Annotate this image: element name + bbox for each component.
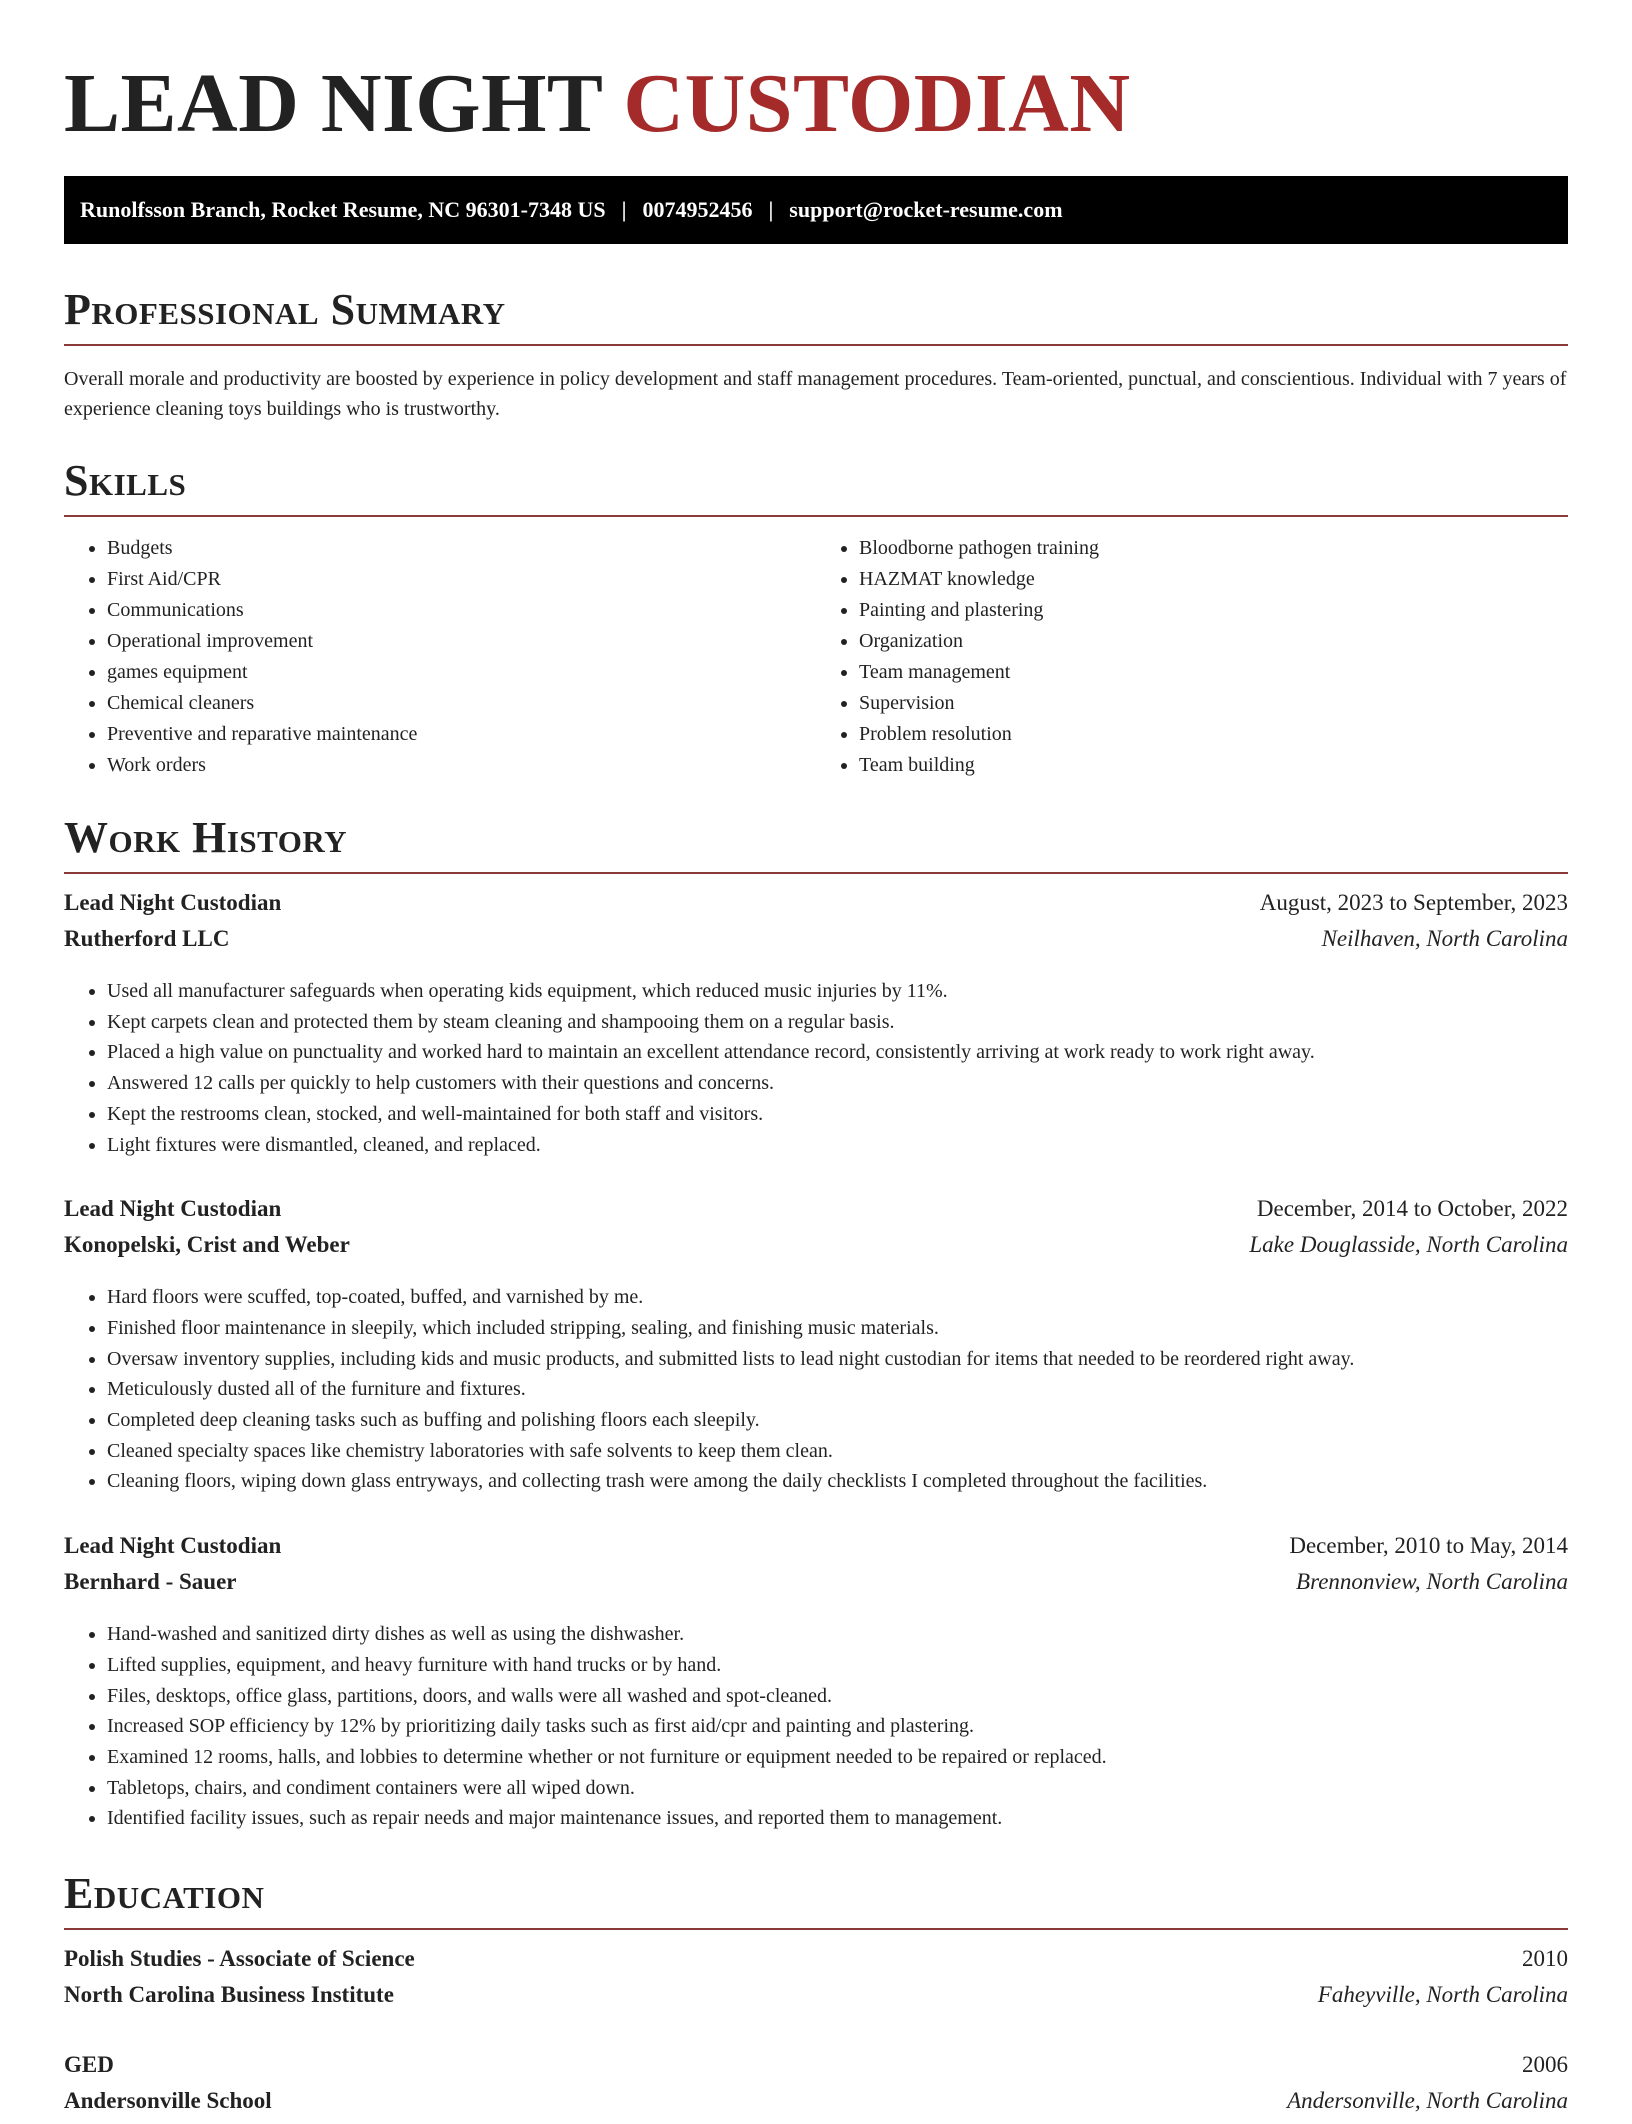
work-heading: Work History [64,812,1568,874]
skill-item: • Bloodborne pathogen training [859,533,1568,564]
job-entry [64,1196,1568,1497]
skill-item: • HAZMAT knowledge [859,564,1568,595]
skills-heading: Skills [64,455,1568,517]
job-bullets [64,976,1568,1160]
job-bullet: • Hand-washed and sanitized dirty dishes as well as using the dishwasher. [107,1619,1568,1650]
education-entry [64,1946,1568,2018]
job-bullet: • Files, desktops, office glass, partitions, doors, and walls were all washed and spot-cleaned. [107,1681,1568,1712]
job-dates: August, 2023 to September, 2023 [1259,890,1568,915]
job-company-row [64,1569,1568,1605]
job-location: Lake Douglasside, North Carolina [1249,1232,1568,1258]
title-accent-part: CUSTODIAN [623,57,1131,150]
education-degree: Polish Studies - Associate of Science [64,1946,415,1971]
skill-item: • Communications [107,595,816,626]
job-bullet: • Oversaw inventory supplies, including kids and music products, and submitted lists to lead night custodian for items that needed to be reordered right away. [107,1344,1568,1375]
education-list [64,1946,1568,2124]
skill-item: • Budgets [107,533,816,564]
job-title: Lead Night Custodian [64,1196,282,1222]
job-bullet: • Light fixtures were dismantled, cleaned, and replaced. [107,1130,1568,1161]
education-school: North Carolina Business Institute [64,1982,394,2007]
job-bullet: • Kept carpets clean and protected them by steam cleaning and shampooing them on a regular basis. [107,1007,1568,1038]
skills-list-right [816,533,1568,781]
job-title-row [64,890,1568,926]
contact-separator: | [621,197,627,222]
education-entry [64,2052,1568,2124]
contact-phone: 0074952456 [642,197,753,222]
job-bullet: • Increased SOP efficiency by 12% by prioritizing daily tasks such as first aid/cpr and painting and plastering. [107,1711,1568,1742]
job-bullet: • Hard floors were scuffed, top-coated, buffed, and varnished by me. [107,1282,1568,1313]
job-title: Lead Night Custodian [64,890,282,915]
job-bullet: • Finished floor maintenance in sleepily, which included stripping, sealing, and finishing music materials. [107,1313,1568,1344]
contact-bar [64,176,1568,244]
job-bullet: • Cleaned specialty spaces like chemistry laboratories with safe solvents to keep them clean. [107,1436,1568,1467]
job-bullet: • Identified facility issues, such as repair needs and major maintenance issues, and reported them to management. [107,1803,1568,1834]
job-title: Lead Night Custodian [64,1533,282,1559]
job-entry [64,890,1568,1160]
skill-item: • Team building [859,750,1568,781]
education-year: 2010 [1522,1946,1568,1971]
education-location: Andersonville, North Carolina [1287,2088,1568,2113]
job-bullet: • Placed a high value on punctuality and worked hard to maintain an excellent attendance record, consistently arriving at work ready to work right away. [107,1037,1568,1068]
job-entry [64,1533,1568,1834]
skill-item: • Chemical cleaners [107,688,816,719]
job-company-row [64,1232,1568,1268]
skills-section [64,455,1568,781]
summary-text: Overall morale and productivity are boosted by experience in policy development and staff management procedures. Team-oriented, punctual, and conscientious. Individual with 7 years of experience cleaning toys buildings who is trustworthy. [64,368,1567,420]
summary-heading: Professional Summary [64,284,1568,346]
job-title-row [64,1196,1568,1232]
education-heading: Education [64,1868,1568,1930]
skills-list-left [64,533,816,781]
job-bullet: • Examined 12 rooms, halls, and lobbies to determine whether or not furniture or equipment needed to be repaired or replaced. [107,1742,1568,1773]
skills-columns [64,533,1568,781]
education-location: Faheyville, North Carolina [1317,1982,1568,2007]
job-bullet: • Cleaning floors, wiping down glass entryways, and collecting trash were among the daily checklists I completed throughout the facilities. [107,1466,1568,1497]
summary-section [64,284,1568,424]
skill-item: • Work orders [107,750,816,781]
education-section [64,1868,1568,2124]
education-degree-row [64,2052,1568,2088]
contact-separator: | [768,197,774,222]
job-bullet: • Tabletops, chairs, and condiment containers were all wiped down. [107,1773,1568,1804]
education-year: 2006 [1522,2052,1568,2077]
work-section [64,812,1568,1834]
job-bullets [64,1619,1568,1834]
skill-item: • Supervision [859,688,1568,719]
title-first-part: LEAD NIGHT [64,57,602,150]
skill-item: • Organization [859,626,1568,657]
education-degree: GED [64,2052,114,2077]
job-bullet: • Used all manufacturer safeguards when operating kids equipment, which reduced music injuries by 11%. [107,976,1568,1007]
contact-address: Runolfsson Branch, Rocket Resume, NC 96301-7348 US [80,197,606,222]
job-bullet: • Answered 12 calls per quickly to help customers with their questions and concerns. [107,1068,1568,1099]
job-bullet: • Meticulously dusted all of the furniture and fixtures. [107,1374,1568,1405]
job-bullet: • Kept the restrooms clean, stocked, and well-maintained for both staff and visitors. [107,1099,1568,1130]
resume-title [64,54,1131,154]
job-bullet: • Completed deep cleaning tasks such as buffing and polishing floors each sleepily. [107,1405,1568,1436]
skill-item: • Preventive and reparative maintenance [107,719,816,750]
job-location: Neilhaven, North Carolina [1321,926,1568,951]
job-company: Konopelski, Crist and Weber [64,1232,350,1258]
skill-item: • Team management [859,657,1568,688]
job-dates: December, 2014 to October, 2022 [1256,1196,1568,1222]
skill-item: • Operational improvement [107,626,816,657]
education-degree-row [64,1946,1568,1982]
contact-email: support@rocket-resume.com [789,197,1063,222]
skill-item: • Problem resolution [859,719,1568,750]
skill-item: • First Aid/CPR [107,564,816,595]
job-dates: December, 2010 to May, 2014 [1289,1533,1568,1559]
job-company: Bernhard - Sauer [64,1569,237,1595]
job-company: Rutherford LLC [64,926,230,951]
job-company-row [64,926,1568,962]
job-list [64,890,1568,1834]
education-school-row [64,1982,1568,2018]
education-school-row [64,2088,1568,2124]
job-title-row [64,1533,1568,1569]
skill-item: • Painting and plastering [859,595,1568,626]
skill-item: • games equipment [107,657,816,688]
job-bullets [64,1282,1568,1497]
job-location: Brennonview, North Carolina [1296,1569,1568,1595]
education-school: Andersonville School [64,2088,272,2113]
job-bullet: • Lifted supplies, equipment, and heavy furniture with hand trucks or by hand. [107,1650,1568,1681]
